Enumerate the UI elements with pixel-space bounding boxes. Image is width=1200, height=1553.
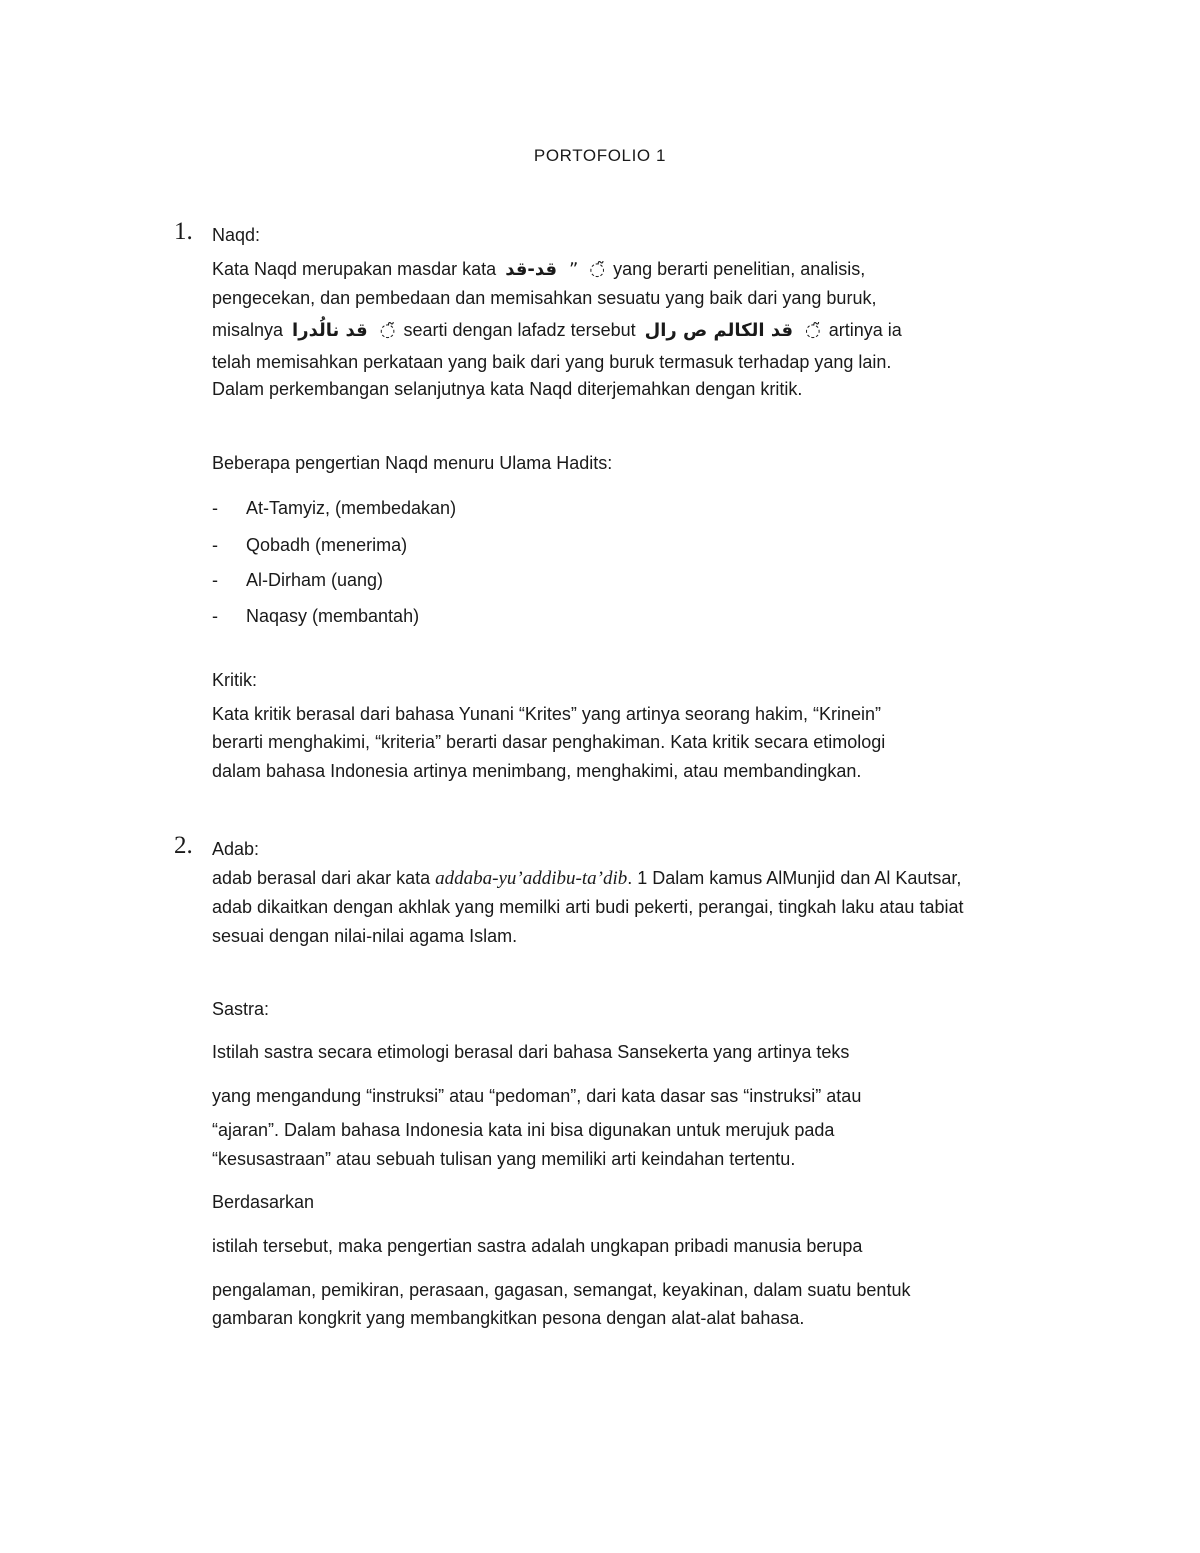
list-item: Qobadh (menerima) [246, 535, 408, 555]
list-item: Naqasy (membantah) [246, 606, 420, 626]
section-2-number: 2. [174, 832, 193, 859]
section-1-heading: Naqd: [212, 225, 261, 245]
sastra-line-5: Berdasarkan [212, 1192, 315, 1212]
sastra-heading: Sastra: [212, 999, 270, 1019]
sastra-line-3: “ajaran”. Dalam bahasa Indonesia kata ini bisa digunakan untuk merujuk pada [212, 1120, 835, 1140]
adab-root-word: addaba-yu’addibu-ta’dib [435, 868, 628, 889]
arabic-mark: ◌̃ [805, 320, 821, 341]
naqd-line-3-start: misalnya [212, 320, 284, 340]
bullet-marker: - [212, 570, 218, 590]
page-title: PORTOFOLIO 1 [533, 146, 667, 165]
sastra-line-4: “kesusastraan” atau sebuah tulisan yang memiliki arti keindahan tertentu. [212, 1149, 796, 1169]
sastra-line-7: pengalaman, pemikiran, perasaan, gagasan, semangat, keyakinan, dalam suatu bentuk [212, 1280, 911, 1300]
naqd-line-4: telah memisahkan perkataan yang baik dari yang buruk termasuk terhadap yang lain. [212, 352, 892, 372]
arabic-phrase-2: قد الكالم ص رال [644, 320, 794, 341]
naqd-line-2: pengecekan, dan pembedaan dan memisahkan sesuatu yang baik dari yang buruk, [212, 288, 877, 308]
naqd-line-1-start: Kata Naqd merupakan masdar kata [212, 259, 497, 279]
bullet-marker: - [212, 535, 218, 555]
adab-line-2: adab dikaitkan dengan akhlak yang memilki arti budi pekerti, perangai, tingkah laku atau tabiat [212, 897, 964, 917]
adab-line-3: sesuai dengan nilai-nilai agama Islam. [212, 926, 518, 946]
sastra-line-1: Istilah sastra secara etimologi berasal dari bahasa Sansekerta yang artinya teks [212, 1042, 850, 1062]
adab-line-1-end: . 1 Dalam kamus AlMunjid dan Al Kautsar, [627, 868, 962, 888]
arabic-mark: ◌̃ [589, 259, 606, 280]
kritik-line-1: Kata kritik berasal dari bahasa Yunani “Krites” yang artinya seorang hakim, “Krinein” [212, 704, 882, 724]
kritik-heading: Kritik: [212, 670, 257, 690]
section-2-heading: Adab: [212, 839, 260, 859]
section-1-number: 1. [174, 218, 193, 245]
adab-line-1 [212, 866, 961, 891]
bullet-marker: - [212, 606, 218, 626]
naqd-intro: Beberapa pengertian Naqd menuru Ulama Hadits: [212, 453, 613, 473]
list-item: Al-Dirham (uang) [246, 570, 384, 590]
arabic-word-qad: قد-قد [505, 259, 558, 280]
naqd-line-5: Dalam perkembangan selanjutnya kata Naqd diterjemahkan dengan kritik. [212, 379, 803, 399]
sastra-line-8: gambaran kongkrit yang membangkitkan pesona dengan alat-alat bahasa. [212, 1308, 805, 1328]
naqd-line-3-end: artinya ia [828, 320, 902, 340]
arabic-mark: ◌̃ [379, 320, 396, 341]
naqd-line-1 [212, 257, 865, 282]
kritik-line-2: berarti menghakimi, “kriteria” berarti dasar penghakiman. Kata kritik secara etimologi [212, 732, 886, 752]
adab-line-1-start: adab berasal dari akar kata [212, 868, 431, 888]
naqd-line-1-end: yang berarti penelitian, analisis, [613, 259, 866, 279]
list-item: At-Tamyiz, (membedakan) [246, 498, 457, 518]
arabic-phrase-1: قد نالُدرا [292, 320, 368, 341]
sastra-line-6: istilah tersebut, maka pengertian sastra adalah ungkapan pribadi manusia berupa [212, 1236, 863, 1256]
naqd-line-3 [212, 318, 902, 343]
naqd-line-3-middle: searti dengan lafadz tersebut [403, 320, 636, 340]
bullet-marker: - [212, 498, 218, 518]
sastra-line-2: yang mengandung “instruksi” atau “pedoman”, dari kata dasar sas “instruksi” atau [212, 1086, 862, 1106]
arabic-mark: ˮ [569, 259, 579, 280]
kritik-line-3: dalam bahasa Indonesia artinya menimbang, menghakimi, atau membandingkan. [212, 761, 862, 781]
